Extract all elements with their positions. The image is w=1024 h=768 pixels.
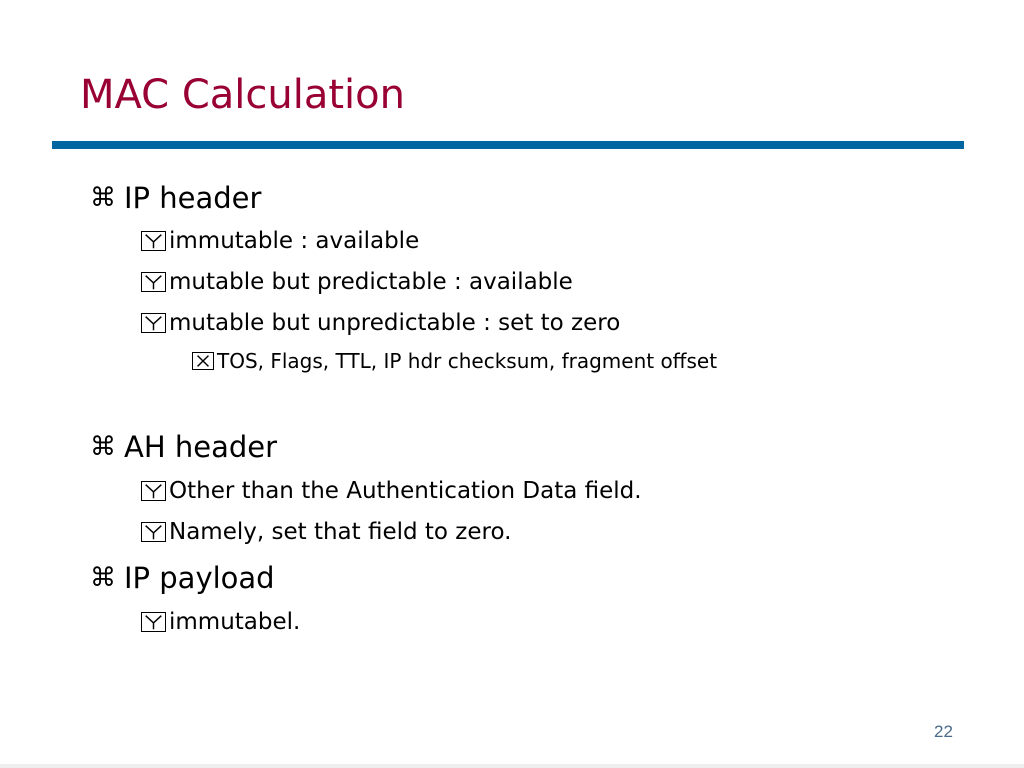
slide-title: MAC Calculation [80,72,405,118]
subbullet-other-than [141,475,642,507]
y-box-icon [141,313,166,333]
bottom-strip [0,764,1024,768]
title-rule [52,141,964,149]
subbullet-immutabel [141,606,300,638]
command-symbol-icon: ⌘ [90,432,116,462]
subbullet-label: mutable but predictable : available [169,269,573,295]
subbullet-label: immutabel. [169,609,301,635]
subbullet-immutable [141,225,419,257]
subbullet-label: Namely, set that field to zero. [169,519,512,545]
bullet-ip-header [90,178,261,218]
subbullet-label: mutable but unpredictable : set to zero [169,310,621,336]
y-box-icon [141,272,166,292]
bullet-ip-payload [90,558,275,598]
y-box-icon [141,231,166,251]
command-symbol-icon: ⌘ [90,183,116,213]
y-box-icon [141,612,166,632]
subbullet-mutable-predictable [141,266,573,298]
subbullet-label: immutable : available [169,228,420,254]
bullet-ah-header [90,427,277,467]
bullet-label: IP header [124,181,262,215]
bullet-label: AH header [124,430,278,464]
command-symbol-icon: ⌘ [90,563,116,593]
subbullet-namely [141,516,511,548]
y-box-icon [141,522,166,542]
y-box-icon [141,481,166,501]
subbullet-label: Other than the Authentication Data field. [169,478,642,504]
subsubbullet-label: TOS, Flags, TTL, IP hdr checksum, fragment offset [217,349,718,373]
subsubbullet-fields [192,347,717,375]
subbullet-mutable-unpredictable [141,307,620,339]
bullet-label: IP payload [124,561,275,595]
x-box-icon [192,352,214,370]
page-number: 22 [934,722,953,741]
